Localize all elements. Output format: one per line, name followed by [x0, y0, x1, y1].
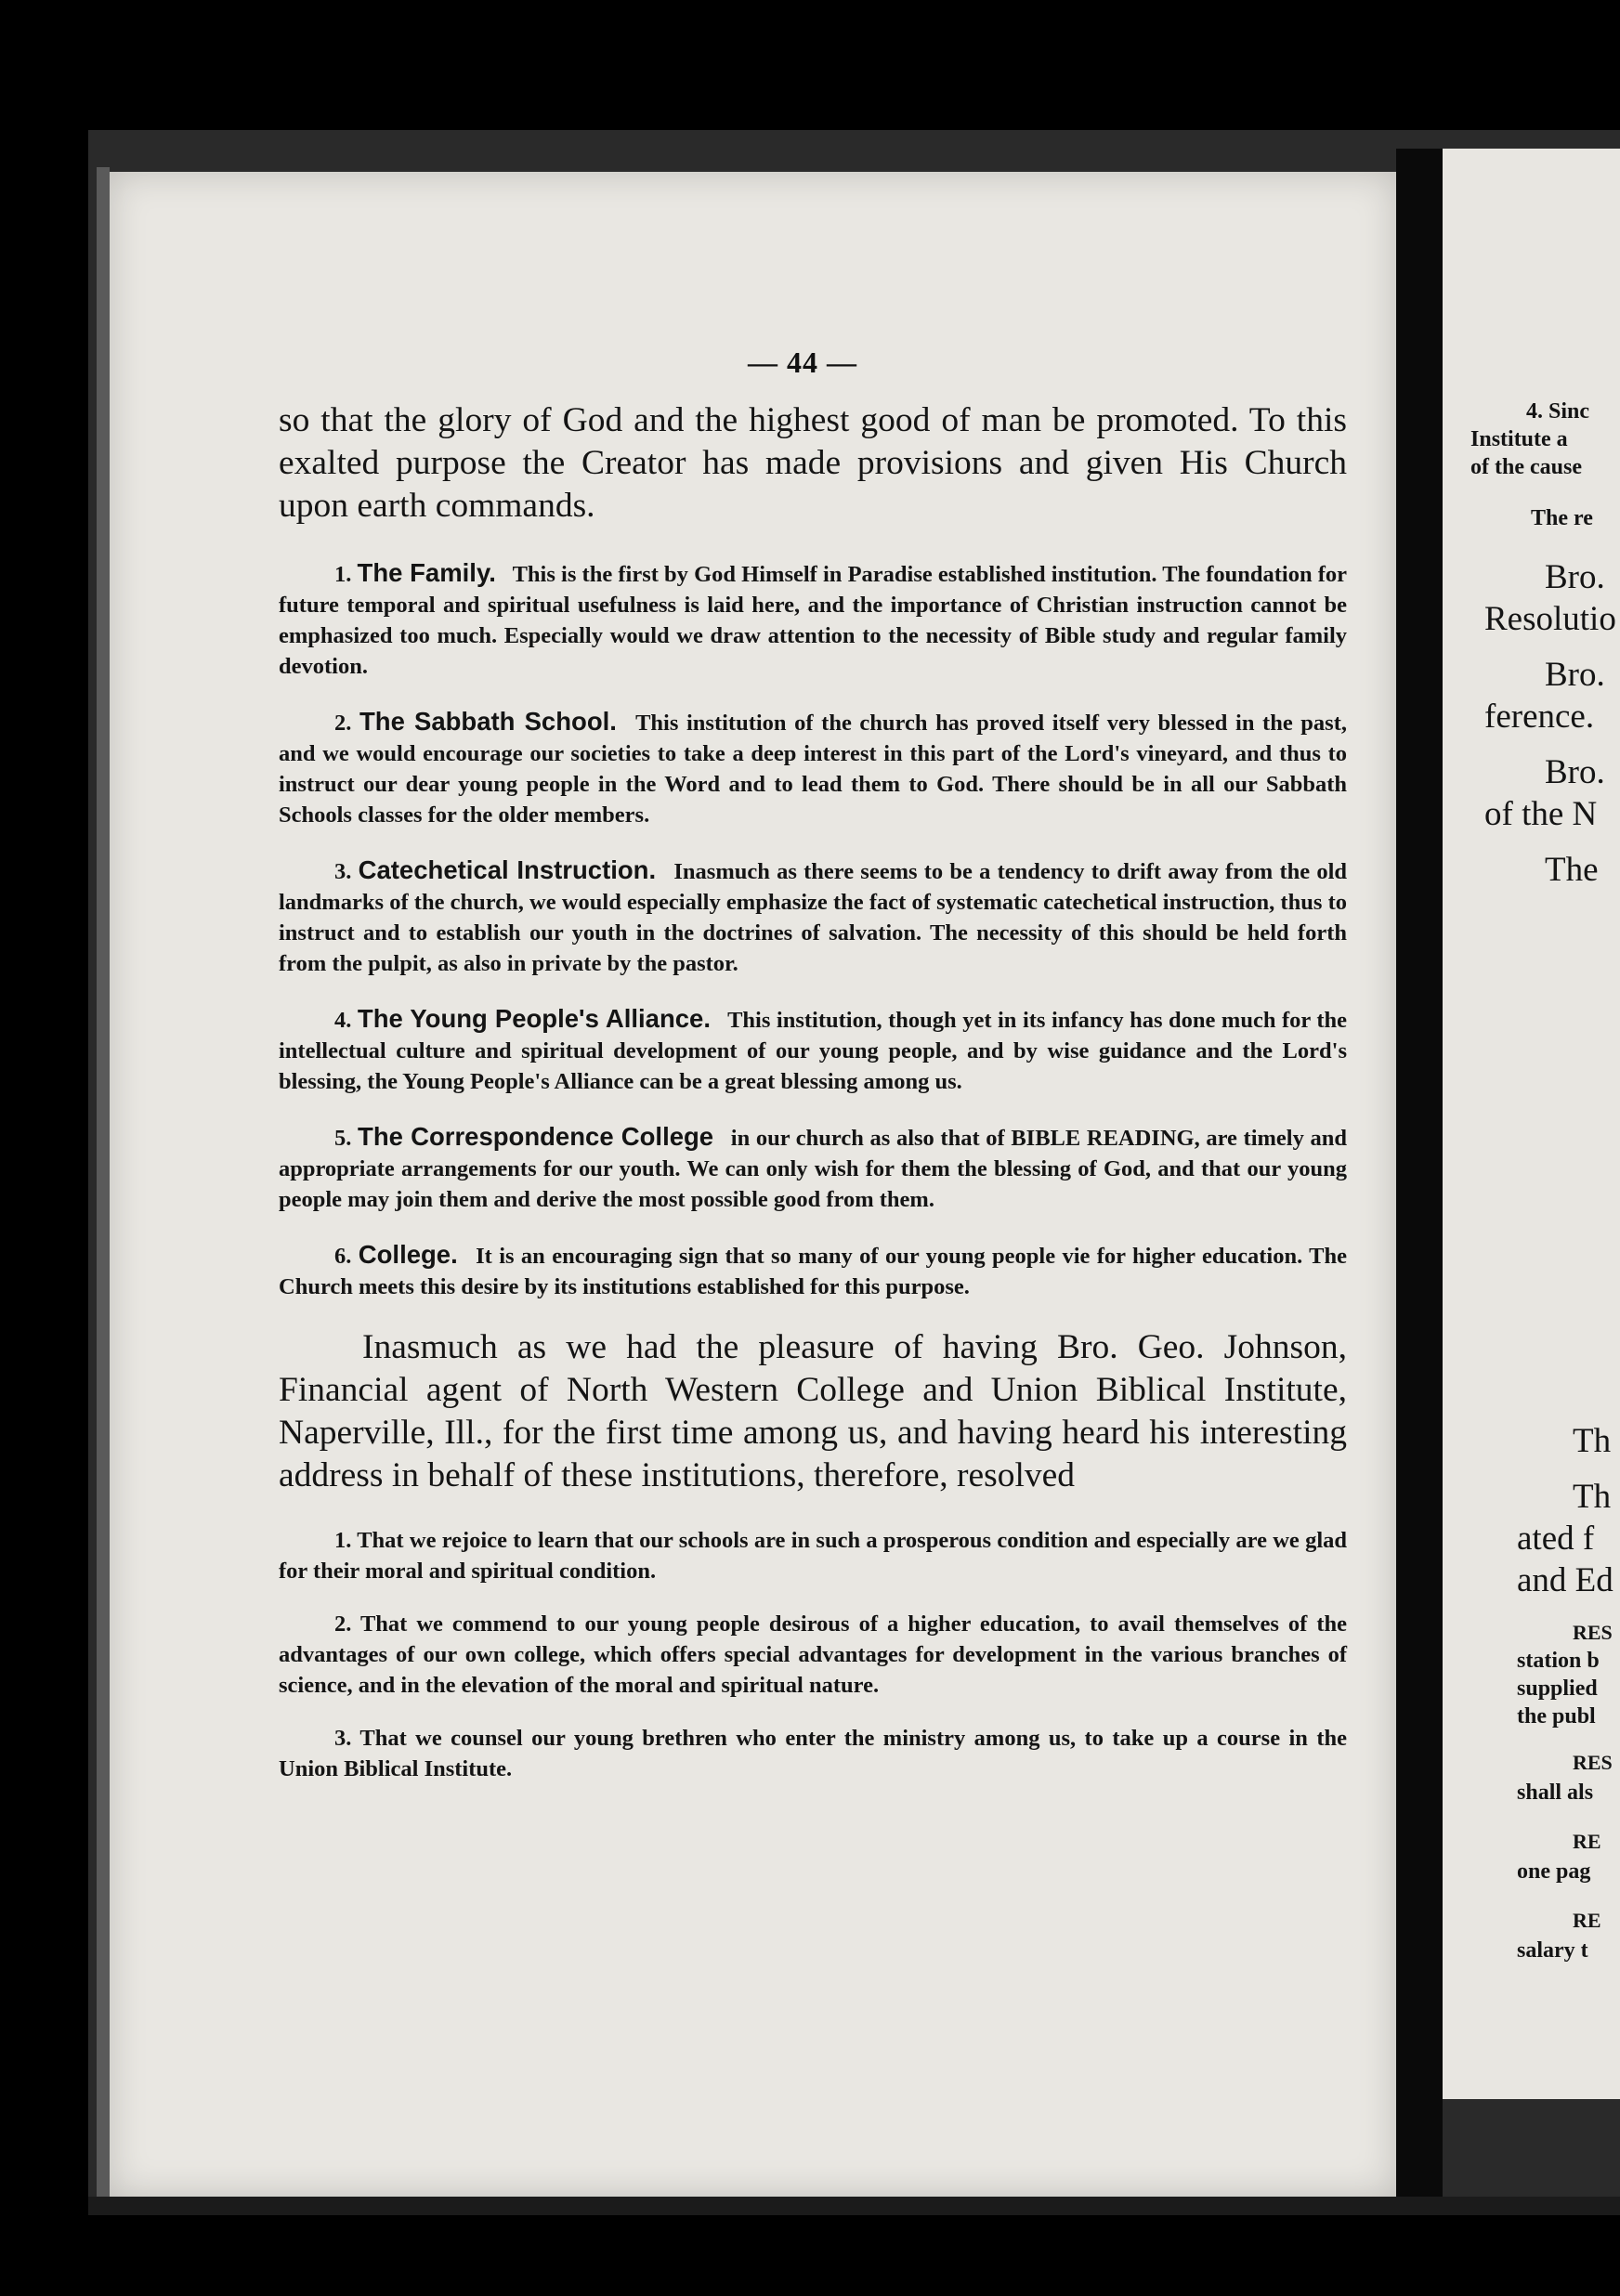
right-page-fragment: The: [1545, 851, 1599, 889]
scan-bottom-edge: [88, 2197, 1620, 2215]
right-page-fragment: ated f: [1517, 1520, 1595, 1558]
item-text: Inasmuch as there seems to be a tendency to drift away from the old landmarks of the church, we would especially emphasize the fact of systematic catechetical instruction, thus to instruct and to establish our youth in the doctrines of salvation. The necessity of this should be held forth from the pulpit, as also in private by the pastor.: [279, 859, 1348, 976]
item-text: This institution of the church has proved itself very blessed in the past, and we would encourage our societies to take a deep interest in this part of the Lord's vineyard, and thus to instruct our dear young people in the Word and to lead them to God. There should be in all our Sabbath Schools classes for the older members.: [279, 711, 1348, 828]
main-text: [279, 399, 1347, 1807]
right-page-fragment: shall als: [1517, 1781, 1594, 1805]
right-page-fragment: ference.: [1484, 698, 1595, 736]
item-text: It is an encouraging sign that so many of our young people vie for higher education. The Church meets this desire by its institutions established for this purpose.: [279, 1244, 1347, 1299]
right-page-fragment: of the N: [1484, 795, 1598, 833]
item-heading: The Correspondence College: [358, 1122, 714, 1151]
right-page-fragment: RES: [1573, 1621, 1613, 1644]
item-number: 1.: [334, 1528, 352, 1553]
resolution-item: [279, 1723, 1347, 1784]
right-page-fragment: 4. Sinc: [1526, 399, 1590, 424]
item-text: This is the first by God Himself in Paradise established institution. The foundation for future temporal and spiritual usefulness is laid here, and the importance of Christian instruction cannot be emphasized too much. Especially would we draw attention to the necessity of Bible study and regular family devotion.: [279, 562, 1348, 679]
right-page-fragment: supplied: [1517, 1676, 1598, 1701]
right-page-fragment: and Ed: [1517, 1561, 1613, 1599]
lead-paragraph: so that the glory of God and the highest good of man be promoted. To this exalted purpose the Creator has made provisions and given His Church upon earth commands.: [279, 401, 1347, 525]
item-heading: The Sabbath School.: [359, 707, 617, 736]
right-page-fragment: salary t: [1517, 1938, 1588, 1963]
list-item: [279, 1003, 1347, 1097]
right-page-fragment: The re: [1531, 506, 1593, 530]
right-page-fragment: RE: [1573, 1830, 1601, 1853]
item-heading: The Family.: [357, 558, 496, 587]
page-edge: [97, 167, 110, 2201]
right-page-fragment: RES: [1573, 1751, 1613, 1774]
item-heading: The Young People's Alliance.: [357, 1004, 711, 1033]
list-item: [279, 1239, 1347, 1302]
item-heading: College.: [358, 1240, 458, 1269]
list-item: [279, 557, 1347, 682]
item-text: That we rejoice to learn that our schools are in such a prosperous condition and especially are we glad for their moral and spiritual condition.: [279, 1528, 1348, 1584]
item-number: 3.: [334, 859, 352, 884]
right-page-fragment: of the cause: [1470, 455, 1582, 479]
right-page: [1443, 149, 1620, 2099]
right-page-fragment: Resolutio: [1484, 600, 1616, 638]
resolution-item: [279, 1609, 1347, 1701]
list-item: [279, 706, 1347, 830]
resolution-intro: Inasmuch as we had the pleasure of having Bro. Geo. Johnson, Financial agent of North Western College and Union Biblical Institute, Naperville, Ill., for the first time among us, and having heard his interesting address in behalf of these institutions, therefore, resolved: [279, 1328, 1347, 1494]
right-page-fragment: Th: [1573, 1478, 1612, 1516]
item-text: That we commend to our young people desirous of a higher education, to avail themselves of the advantages of our own college, which offers special advantages for development in the various branches of science, and in the elevation of the moral and spiritual nature.: [279, 1611, 1347, 1698]
item-heading: Catechetical Instruction.: [358, 855, 657, 884]
right-page-fragment: Bro.: [1545, 558, 1605, 596]
item-text: This institution, though yet in its infancy has done much for the intellectual culture and spiritual development of our young people, and by wise guidance and the Lord's blessing, the Young People's Alliance can be a great blessing among us.: [279, 1008, 1348, 1094]
item-number: 2.: [334, 711, 352, 736]
item-text: in our church as also that of BIBLE READING, are timely and appropriate arrangements for our youth. We can only wish for them the blessing of God, and that our young people may join them and derive the most possible good from them.: [279, 1126, 1348, 1212]
item-number: 4.: [334, 1008, 352, 1033]
right-page-fragment: Bro.: [1545, 753, 1605, 791]
list-item: [279, 1121, 1347, 1215]
right-page-fragment: RE: [1573, 1909, 1601, 1932]
item-number: 3.: [334, 1726, 352, 1751]
list-item: [279, 854, 1347, 979]
page-number: — 44 —: [748, 346, 857, 379]
item-number: 1.: [334, 562, 352, 587]
right-page-fragment: the publ: [1517, 1704, 1596, 1729]
item-number: 6.: [334, 1244, 352, 1269]
item-number: 2.: [334, 1611, 352, 1637]
resolution-item: [279, 1525, 1347, 1586]
right-page-fragment: one pag: [1517, 1859, 1591, 1884]
right-page-fragment: station b: [1517, 1649, 1600, 1673]
right-page-fragment: Institute a: [1470, 427, 1568, 451]
right-page-fragment: Th: [1573, 1422, 1612, 1460]
item-text: That we counsel our young brethren who enter the ministry among us, to take up a course in the Union Biblical Institute.: [279, 1726, 1347, 1781]
item-number: 5.: [334, 1126, 352, 1151]
book-gutter: [1396, 149, 1443, 2211]
right-page-fragment: Bro.: [1545, 656, 1605, 694]
